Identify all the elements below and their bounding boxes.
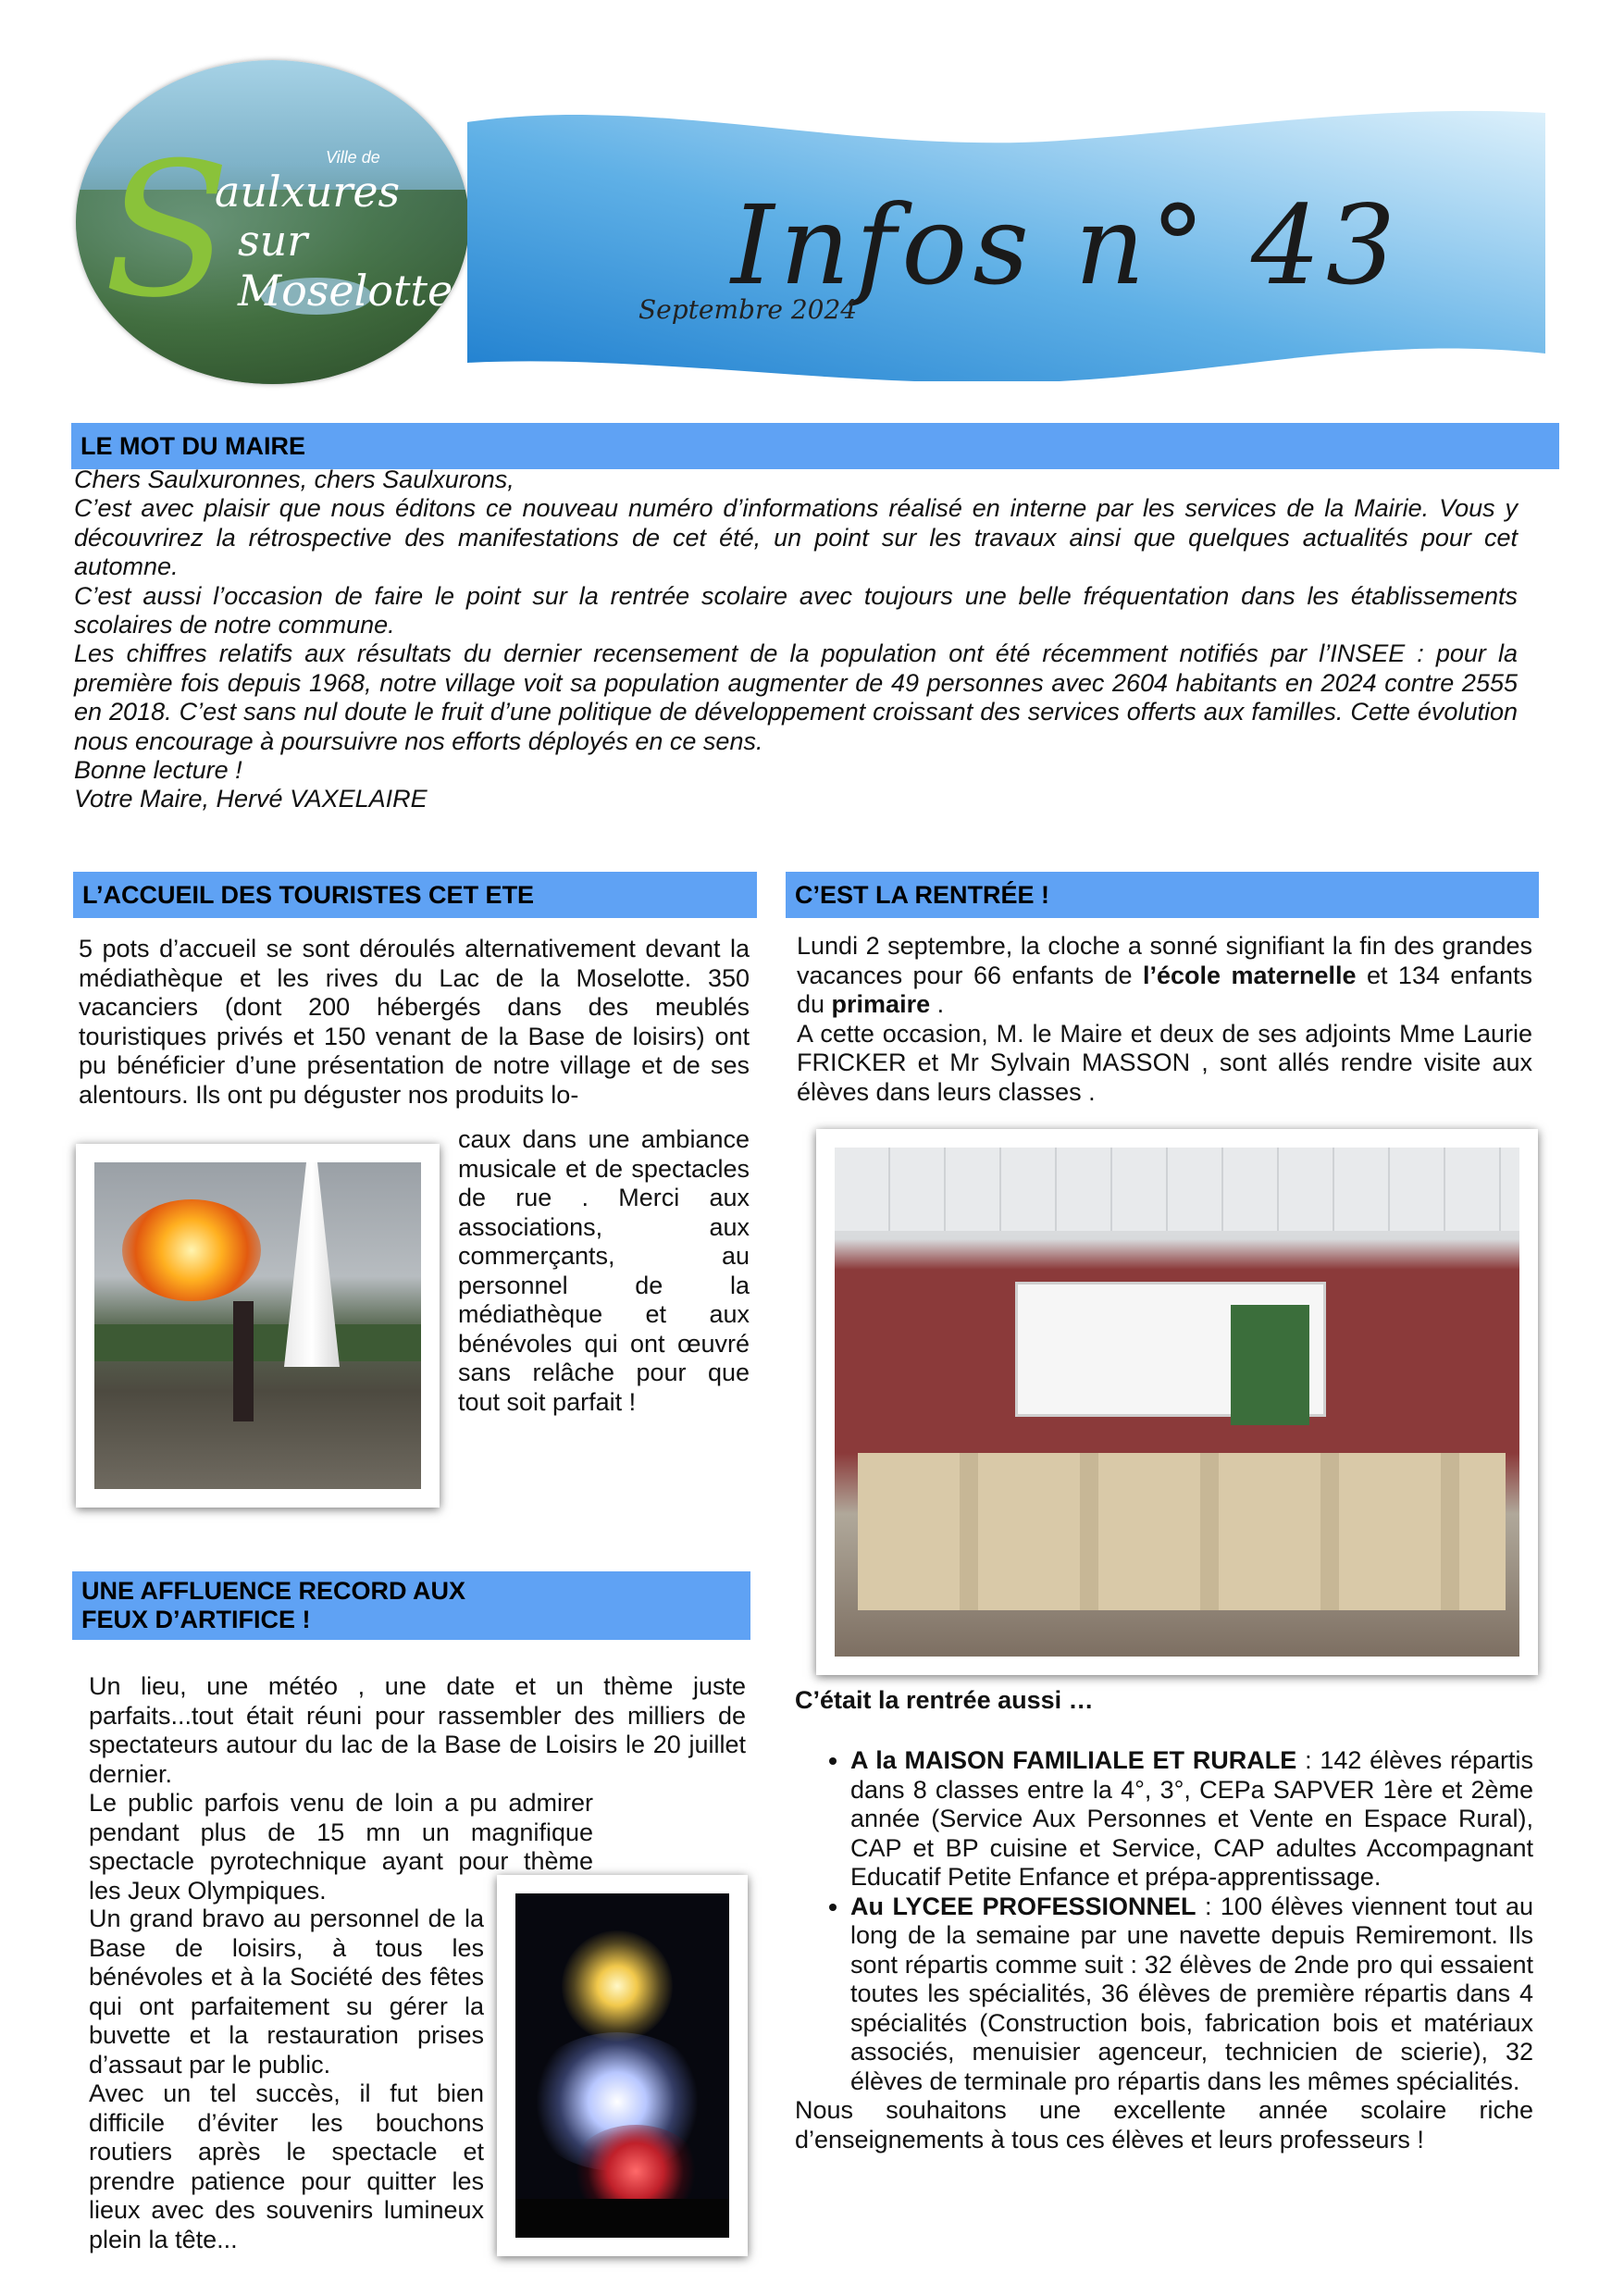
feux-paragraph-1: Un lieu, une météo , une date et un thème juste parfaits...tout était réuni pour rassembler des milliers de spectateurs autour du lac de la Base de Loisirs le 20 juillet dernier. — [89, 1672, 746, 1788]
logo-name-line2: sur Moselotte — [238, 216, 453, 316]
feux-heading-line2: FEUX D’ARTIFICE ! — [81, 1606, 311, 1633]
feux-text-side — [89, 1905, 484, 2254]
logo-ville-label: Ville de — [326, 148, 380, 167]
photo-fire-breather — [76, 1144, 440, 1508]
photo-crowd — [515, 2199, 729, 2238]
issue-date: Septembre 2024 — [638, 294, 858, 325]
maire-paragraph: Les chiffres relatifs aux résultats du dernier recensement de la population ont été récemment notifiés par l’INSEE : pour la première fois depuis 1968, notre village voit sa population augmenter de 49 personnes avec 2604 habitants en 2024 contre 2555 en 2018. C’est sans nul doute le fruit d’une politique de développement croissant des services offerts aux familles. Cette évolution nous encourage à poursuivre nos efforts déployés en ce sens. — [74, 639, 1518, 755]
section-header-feux — [72, 1571, 750, 1640]
list-item-mfr: • A la MAISON FAMILIALE ET RURALE : 142 élèves répartis dans 8 classes entre la 4°, 3°, CEPa SAPVER 1ère et 2ème année (Service Aux Personnes et Vente en Espace Rural), CAP et BP cuisine et Service, CAP adultes Accompagnant Educatif Petite Enfance et prépa-apprentissage. — [850, 1746, 1533, 1893]
maire-greeting: Chers Saulxuronnes, chers Saulxurons, — [74, 465, 514, 493]
photo-performer — [233, 1301, 254, 1421]
logo-letter-s: S — [104, 123, 231, 339]
photo-fireball — [122, 1199, 261, 1301]
feux-paragraph-4: Avec un tel succès, il fut bien difficile d’éviter les bouchons routiers après le spectacle et prendre patience pour quitter les lieux avec des souvenirs lumineux plein la tête... — [89, 2079, 484, 2253]
photo-desks — [858, 1453, 1506, 1610]
issue-title: Infos n° 43 — [731, 181, 1402, 309]
photo-ceiling — [835, 1148, 1519, 1231]
section-header-mot-du-maire: LE MOT DU MAIRE — [71, 423, 1559, 469]
feux-paragraph-3: Un grand bravo au personnel de la Base de loisirs, à tous les bénévoles et à la Société des fêtes qui ont parfaitement su gérer la buvette et la restauration prises d’assaut par le public. — [89, 1905, 484, 2079]
rentree-paragraph-2: A cette occasion, M. le Maire et deux de ses adjoints Mme Laurie FRICKER et Mr Sylvain MASSON , sont allés rendre visite aux élèves dans leurs classes . — [797, 1019, 1532, 1106]
rentree-primaire: primaire — [831, 990, 931, 1018]
town-logo — [76, 60, 469, 384]
list-item-lycee: • Au LYCEE PROFESSIONNEL : 100 élèves viennent tout au long de la semaine par une navette depuis Remiremont. Ils sont répartis comme suit : 32 élèves de 2nde pro qui essaient toutes les spécialités, 36 élèves de première répartis dans 4 spécialités (Construction bois, fabrication bois et matériaux associés, menuisier agenceur, technicien de scierie), 32 élèves de terminale pro répartis dans les mêmes spécialités. — [850, 1893, 1533, 2097]
photo-firework-burst — [562, 1930, 673, 2042]
school-list — [795, 1746, 1533, 2096]
maire-closing: Bonne lecture ! — [74, 756, 242, 785]
photo-fireworks — [497, 1875, 748, 2256]
rentree-aussi-closing: Nous souhaitons une excellente année scolaire riche d’enseignements à tous ces élèves et leurs professeurs ! — [795, 2096, 1533, 2153]
section-header-accueil: L’ACCUEIL DES TOURISTES CET ETE — [73, 872, 757, 918]
accueil-text-full: 5 pots d’accueil se sont déroulés alternativement devant la médiathèque et les rives du Lac de la Moselotte. 350 vacanciers (dont 200 hébergés dans des meublés touristiques privés et 150 venant de la Base de loisirs) ont pu bénéficier d’une présentation de notre village et de ses alentours. Ils ont pu déguster nos produits lo- — [79, 935, 750, 1109]
photo-umbrella — [284, 1162, 340, 1403]
section-header-rentree: C’EST LA RENTRÉE ! — [786, 872, 1539, 918]
rentree-paragraph-1: Lundi 2 septembre, la cloche a sonné signifiant la fin des grandes vacances pour 66 enfants de l’école maternelle et 134 enfants du primaire . — [797, 932, 1532, 1018]
photo-chalkboard — [1231, 1305, 1309, 1425]
rentree-maternelle: l’école maternelle — [1142, 961, 1357, 989]
feux-paragraph-2: Le public parfois venu de loin a pu admirer pendant plus de 15 mn un magnifique spectacle pyrotechnique ayant pour thème les Jeux Olympiques. — [89, 1789, 593, 1905]
maire-paragraph: C’est aussi l’occasion de faire le point sur la rentrée scolaire avec toujours une belle fréquentation dans les établissements scolaires de notre commune. — [74, 581, 1518, 639]
photo-classroom — [816, 1129, 1538, 1675]
rentree-aussi-heading: C’était la rentrée aussi … — [795, 1686, 1094, 1714]
maire-signature: Votre Maire, Hervé VAXELAIRE — [74, 785, 428, 813]
rentree-text — [797, 932, 1532, 1107]
rentree-aussi-text — [795, 1746, 1533, 2154]
maire-paragraph: C’est avec plaisir que nous éditons ce nouveau numéro d’informations réalisé en interne par les services de la Mairie. Vous y découvrirez la rétrospective des manifestations de cet été, un point sur les travaux ainsi que quelques actualités pour cet automne. — [74, 494, 1518, 581]
logo-name-line1: aulxures — [215, 167, 401, 217]
feux-heading-line1: UNE AFFLUENCE RECORD AUX — [81, 1577, 466, 1605]
accueil-text-side: caux dans une ambiance musicale et de spectacles de rue . Merci aux associations, aux commerçants, au personnel de la médiathèque et aux bénévoles qui ont œuvré sans relâche pour que tout soit parfait ! — [458, 1125, 750, 1416]
feux-text-top — [89, 1672, 746, 1905]
mot-du-maire-text — [74, 465, 1518, 814]
photo-trees — [94, 1324, 421, 1361]
